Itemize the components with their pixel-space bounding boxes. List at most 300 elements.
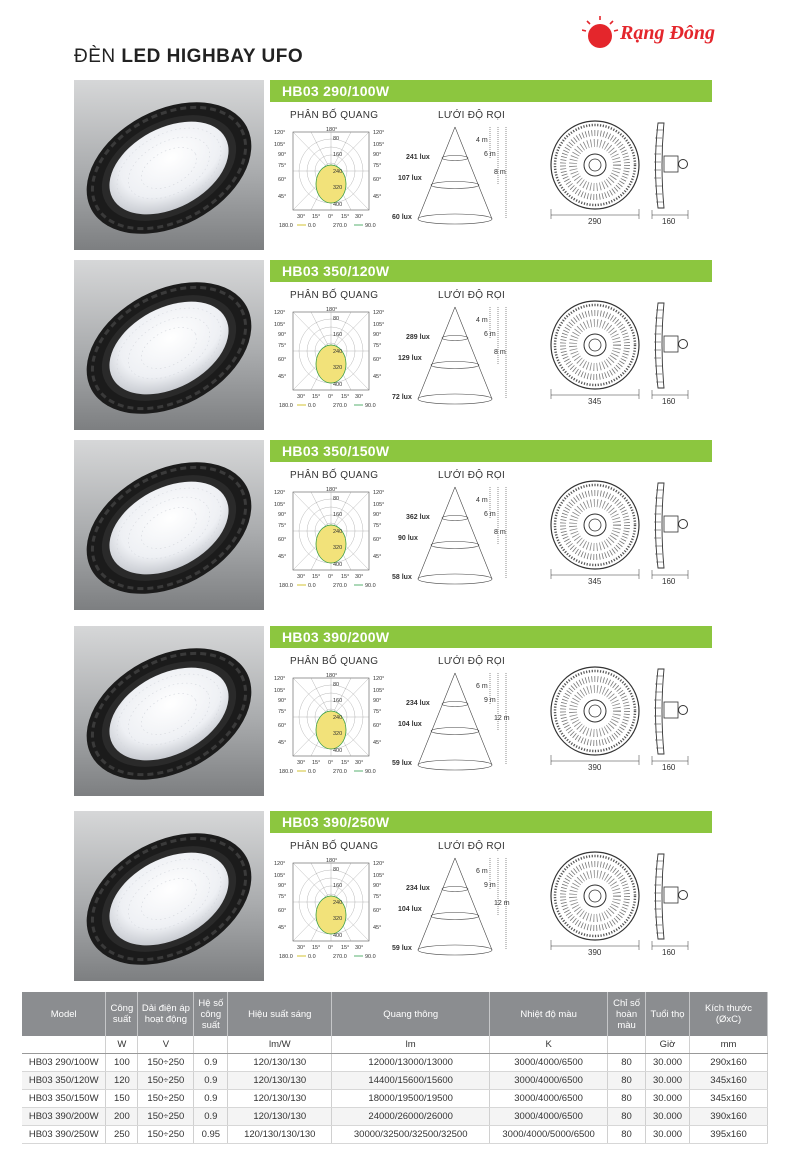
table-cell: 150÷250: [138, 1071, 194, 1089]
model-name: HB03 390/250W: [282, 814, 390, 830]
grid-label: LƯỚI ĐỘ RỌI: [438, 110, 506, 121]
polar-angle-label: 90°: [278, 512, 287, 518]
polar-legend-label: 270.0: [333, 583, 347, 589]
front-view-drawing: [545, 666, 645, 766]
polar-bottom-angle: 30°: [355, 214, 364, 220]
table-cell: 120/130/130: [228, 1053, 332, 1071]
polar-legend-label: 0.0: [308, 403, 316, 409]
table-cell: 3000/4000/6500: [490, 1089, 608, 1107]
unit-cell: Giờ: [646, 1036, 690, 1053]
polar-bottom-angle: 15°: [341, 214, 350, 220]
lux-value: 72 lux: [392, 394, 412, 401]
polar-angle-label: 120°: [274, 130, 286, 136]
table-cell: HB03 290/100W: [22, 1053, 106, 1071]
product-section: [0, 260, 800, 440]
th-efficacy: Hiệu suất sáng: [228, 992, 332, 1036]
table-cell: 3000/4000/5000/6500: [490, 1125, 608, 1143]
polar-angle-label: 120°: [274, 861, 286, 867]
polar-legend-label: 90.0: [365, 583, 376, 589]
polar-angle-label: 75°: [373, 709, 382, 715]
polar-bottom-angle: 15°: [312, 214, 321, 220]
lux-value: 59 lux: [392, 945, 412, 952]
polar-ring-label: 320: [333, 365, 343, 371]
th-model: Model: [22, 992, 106, 1036]
table-cell: 80: [608, 1125, 646, 1143]
polar-ring-label: 400: [333, 748, 343, 754]
polar-angle-label: 45°: [278, 194, 287, 200]
height-dim: 160: [662, 948, 676, 957]
table-cell: 14400/15600/15600: [332, 1071, 490, 1089]
polar-angle-label: 45°: [278, 740, 287, 746]
th-cct: Nhiệt độ màu: [490, 992, 608, 1036]
polar-angle-label: 120°: [373, 861, 385, 867]
polar-angle-label: 60°: [278, 357, 287, 363]
polar-angle-label: 90°: [373, 332, 382, 338]
table-cell: 0.9: [194, 1071, 228, 1089]
polar-angle-top: 180°: [326, 673, 338, 679]
model-name: HB03 390/200W: [282, 629, 390, 645]
polar-angle-label: 120°: [373, 130, 385, 136]
polar-legend-label: 0.0: [308, 954, 316, 960]
polar-angle-label: 105°: [373, 322, 385, 328]
diameter-dim: 390: [588, 763, 602, 772]
th-power-factor: Hệ số công suất: [194, 992, 228, 1036]
polar-bottom-angle: 0°: [328, 394, 334, 400]
height-label: 9 m: [484, 882, 496, 889]
side-view-drawing: [650, 480, 690, 580]
polar-angle-top: 180°: [326, 487, 338, 493]
polar-angle-label: 60°: [373, 908, 382, 914]
polar-angle-label: 90°: [278, 332, 287, 338]
lux-value: 234 lux: [406, 700, 430, 707]
table-cell: 18000/19500/19500: [332, 1089, 490, 1107]
polar-angle-label: 120°: [274, 490, 286, 496]
unit-cell: V: [138, 1036, 194, 1053]
polar-bottom-angle: 30°: [297, 394, 306, 400]
model-bar: [270, 80, 712, 102]
unit-cell: lm: [332, 1036, 490, 1053]
table-cell: 395x160: [690, 1125, 768, 1143]
polar-bottom-angle: 0°: [328, 574, 334, 580]
spec-table: [22, 992, 768, 1144]
side-view-drawing: [650, 666, 690, 766]
distribution-label: PHÂN BỐ QUANG: [290, 841, 379, 852]
polar-angle-label: 120°: [274, 676, 286, 682]
table-row: [22, 1089, 768, 1107]
table-cell: 0.9: [194, 1053, 228, 1071]
polar-angle-label: 90°: [278, 152, 287, 158]
table-cell: 100: [106, 1053, 138, 1071]
table-cell: 30.000: [646, 1125, 690, 1143]
polar-angle-label: 75°: [278, 523, 287, 529]
table-cell: 150÷250: [138, 1089, 194, 1107]
product-photo: [74, 80, 264, 250]
th-voltage: Dải điện áp hoạt động: [138, 992, 194, 1036]
polar-angle-label: 45°: [373, 925, 382, 931]
height-label: 6 m: [484, 511, 496, 518]
table-cell: 390x160: [690, 1107, 768, 1125]
model-name: HB03 350/150W: [282, 443, 390, 459]
side-view-drawing: [650, 851, 690, 951]
lux-value: 234 lux: [406, 885, 430, 892]
polar-angle-label: 60°: [373, 177, 382, 183]
polar-ring-label: 80: [333, 136, 340, 142]
brand-name: Rạng Đông: [620, 22, 716, 44]
lux-value: 104 lux: [398, 906, 422, 913]
polar-legend-label: 180.0: [279, 223, 293, 229]
polar-angle-label: 60°: [373, 537, 382, 543]
table-row: [22, 1053, 768, 1071]
polar-angle-label: 60°: [278, 537, 287, 543]
lux-value: 107 lux: [398, 175, 422, 182]
height-label: 8 m: [494, 529, 506, 536]
polar-angle-label: 105°: [274, 322, 286, 328]
unit-cell: [608, 1036, 646, 1053]
polar-bottom-angle: 30°: [297, 574, 306, 580]
polar-legend-label: 90.0: [365, 403, 376, 409]
polar-ring-label: 400: [333, 202, 343, 208]
polar-legend-label: 90.0: [365, 223, 376, 229]
table-cell: 30.000: [646, 1071, 690, 1089]
polar-angle-label: 120°: [373, 310, 385, 316]
polar-legend-label: 90.0: [365, 954, 376, 960]
polar-bottom-angle: 30°: [297, 214, 306, 220]
polar-legend-label: 0.0: [308, 583, 316, 589]
polar-legend-label: 270.0: [333, 223, 347, 229]
polar-ring-label: 320: [333, 731, 343, 737]
unit-cell: [22, 1036, 106, 1053]
polar-ring-label: 80: [333, 496, 340, 502]
polar-bottom-angle: 0°: [328, 214, 334, 220]
polar-ring-label: 240: [333, 715, 343, 721]
table-cell: 0.95: [194, 1125, 228, 1143]
polar-angle-label: 105°: [373, 688, 385, 694]
polar-bottom-angle: 30°: [355, 394, 364, 400]
table-cell: 3000/4000/6500: [490, 1053, 608, 1071]
polar-ring-label: 80: [333, 867, 340, 873]
table-cell: 0.9: [194, 1107, 228, 1125]
unit-cell: [194, 1036, 228, 1053]
polar-angle-label: 45°: [373, 194, 382, 200]
polar-legend-label: 180.0: [279, 403, 293, 409]
lux-value: 241 lux: [406, 154, 430, 161]
model-bar: [270, 260, 712, 282]
table-cell: 250: [106, 1125, 138, 1143]
polar-angle-label: 75°: [278, 894, 287, 900]
height-label: 8 m: [494, 169, 506, 176]
unit-cell: mm: [690, 1036, 768, 1053]
table-cell: HB03 390/250W: [22, 1125, 106, 1143]
polar-distribution-diagram: [273, 486, 391, 590]
polar-legend-label: 180.0: [279, 954, 293, 960]
polar-ring-label: 400: [333, 562, 343, 568]
polar-angle-label: 60°: [373, 723, 382, 729]
polar-angle-label: 60°: [278, 177, 287, 183]
front-view-drawing: [545, 120, 645, 220]
height-label: 6 m: [476, 683, 488, 690]
polar-angle-label: 75°: [373, 894, 382, 900]
front-view-drawing: [545, 300, 645, 400]
polar-angle-label: 105°: [373, 142, 385, 148]
table-cell: 120: [106, 1071, 138, 1089]
th-cri: Chỉ số hoàn màu: [608, 992, 646, 1036]
table-cell: 120/130/130: [228, 1089, 332, 1107]
polar-bottom-angle: 30°: [355, 760, 364, 766]
table-cell: 0.9: [194, 1089, 228, 1107]
th-lifetime: Tuổi thọ: [646, 992, 690, 1036]
height-dim: 160: [662, 217, 676, 226]
polar-legend-label: 270.0: [333, 954, 347, 960]
table-cell: 30.000: [646, 1107, 690, 1125]
polar-ring-label: 160: [333, 512, 343, 518]
polar-bottom-angle: 0°: [328, 760, 334, 766]
polar-ring-label: 160: [333, 152, 343, 158]
polar-legend-label: 180.0: [279, 583, 293, 589]
polar-ring-label: 80: [333, 682, 340, 688]
polar-angle-label: 105°: [274, 688, 286, 694]
table-cell: HB03 390/200W: [22, 1107, 106, 1125]
th-dimensions: Kích thước (ØxC): [690, 992, 768, 1036]
polar-angle-label: 105°: [274, 873, 286, 879]
spec-table-header: [22, 992, 768, 1036]
model-bar: [270, 811, 712, 833]
polar-angle-label: 90°: [373, 883, 382, 889]
table-cell: 120/130/130/130: [228, 1125, 332, 1143]
table-row: [22, 1125, 768, 1143]
height-dim: 160: [662, 577, 676, 586]
polar-bottom-angle: 30°: [355, 574, 364, 580]
polar-angle-label: 105°: [373, 502, 385, 508]
front-view-drawing: [545, 480, 645, 580]
polar-angle-label: 45°: [278, 925, 287, 931]
table-cell: 30.000: [646, 1053, 690, 1071]
polar-ring-label: 240: [333, 900, 343, 906]
table-cell: 150÷250: [138, 1107, 194, 1125]
table-cell: 3000/4000/6500: [490, 1071, 608, 1089]
table-cell: HB03 350/120W: [22, 1071, 106, 1089]
product-section: [0, 80, 800, 260]
polar-ring-label: 160: [333, 883, 343, 889]
table-cell: 12000/13000/13000: [332, 1053, 490, 1071]
table-cell: 80: [608, 1053, 646, 1071]
polar-distribution-diagram: [273, 857, 391, 961]
lux-value: 59 lux: [392, 760, 412, 767]
distribution-label: PHÂN BỐ QUANG: [290, 110, 379, 121]
polar-angle-label: 45°: [373, 554, 382, 560]
polar-angle-label: 120°: [373, 676, 385, 682]
grid-label: LƯỚI ĐỘ RỌI: [438, 841, 506, 852]
lux-value: 289 lux: [406, 334, 430, 341]
polar-angle-label: 75°: [278, 343, 287, 349]
polar-legend-label: 270.0: [333, 403, 347, 409]
height-label: 6 m: [484, 151, 496, 158]
grid-label: LƯỚI ĐỘ RỌI: [438, 656, 506, 667]
table-cell: 80: [608, 1071, 646, 1089]
diameter-dim: 290: [588, 217, 602, 226]
lux-value: 60 lux: [392, 214, 412, 221]
lux-value: 58 lux: [392, 574, 412, 581]
polar-bottom-angle: 15°: [341, 945, 350, 951]
polar-distribution-diagram: [273, 306, 391, 410]
diameter-dim: 390: [588, 948, 602, 957]
polar-angle-label: 120°: [274, 310, 286, 316]
lux-value: 129 lux: [398, 355, 422, 362]
unit-cell: lm/W: [228, 1036, 332, 1053]
polar-angle-label: 45°: [278, 374, 287, 380]
table-cell: 3000/4000/6500: [490, 1107, 608, 1125]
height-dim: 160: [662, 397, 676, 406]
polar-ring-label: 400: [333, 382, 343, 388]
lux-value: 104 lux: [398, 721, 422, 728]
polar-bottom-angle: 15°: [341, 394, 350, 400]
table-cell: 345x160: [690, 1071, 768, 1089]
product-photo: [74, 811, 264, 981]
model-bar: [270, 440, 712, 462]
grid-label: LƯỚI ĐỘ RỌI: [438, 290, 506, 301]
polar-angle-label: 45°: [278, 554, 287, 560]
polar-angle-label: 75°: [373, 163, 382, 169]
polar-angle-label: 75°: [278, 709, 287, 715]
polar-angle-top: 180°: [326, 127, 338, 133]
spec-table-units-row: [22, 1036, 768, 1053]
table-row: [22, 1107, 768, 1125]
polar-angle-label: 75°: [373, 343, 382, 349]
model-name: HB03 290/100W: [282, 83, 390, 99]
distribution-label: PHÂN BỐ QUANG: [290, 470, 379, 481]
polar-angle-top: 180°: [326, 307, 338, 313]
polar-ring-label: 400: [333, 933, 343, 939]
unit-cell: K: [490, 1036, 608, 1053]
polar-ring-label: 240: [333, 529, 343, 535]
height-label: 4 m: [476, 317, 488, 324]
table-cell: 30000/32500/32500/32500: [332, 1125, 490, 1143]
model-bar: [270, 626, 712, 648]
polar-bottom-angle: 0°: [328, 945, 334, 951]
polar-ring-label: 160: [333, 332, 343, 338]
height-label: 9 m: [484, 697, 496, 704]
height-label: 12 m: [494, 900, 510, 907]
polar-ring-label: 240: [333, 169, 343, 175]
lux-value: 362 lux: [406, 514, 430, 521]
polar-angle-label: 75°: [373, 523, 382, 529]
front-view-drawing: [545, 851, 645, 951]
polar-ring-label: 160: [333, 698, 343, 704]
lux-value: 90 lux: [398, 535, 418, 542]
polar-bottom-angle: 30°: [297, 760, 306, 766]
diameter-dim: 345: [588, 397, 602, 406]
polar-ring-label: 320: [333, 916, 343, 922]
side-view-drawing: [650, 300, 690, 400]
polar-distribution-diagram: [273, 126, 391, 230]
unit-cell: W: [106, 1036, 138, 1053]
th-power: Công suất: [106, 992, 138, 1036]
polar-angle-label: 90°: [373, 512, 382, 518]
product-photo: [74, 626, 264, 796]
height-label: 6 m: [484, 331, 496, 338]
height-dim: 160: [662, 763, 676, 772]
polar-ring-label: 80: [333, 316, 340, 322]
polar-angle-label: 90°: [373, 698, 382, 704]
side-view-drawing: [650, 120, 690, 220]
polar-legend-label: 90.0: [365, 769, 376, 775]
polar-angle-label: 60°: [373, 357, 382, 363]
table-cell: 80: [608, 1089, 646, 1107]
polar-angle-top: 180°: [326, 858, 338, 864]
polar-angle-label: 105°: [373, 873, 385, 879]
model-name: HB03 350/120W: [282, 263, 390, 279]
polar-angle-label: 90°: [278, 883, 287, 889]
polar-bottom-angle: 15°: [312, 574, 321, 580]
table-cell: 150: [106, 1089, 138, 1107]
table-row: [22, 1071, 768, 1089]
polar-legend-label: 0.0: [308, 223, 316, 229]
polar-bottom-angle: 15°: [312, 394, 321, 400]
polar-bottom-angle: 15°: [312, 945, 321, 951]
product-section: [0, 440, 800, 620]
polar-angle-label: 120°: [373, 490, 385, 496]
polar-angle-label: 45°: [373, 374, 382, 380]
polar-angle-label: 90°: [278, 698, 287, 704]
polar-bottom-angle: 30°: [355, 945, 364, 951]
product-section: [0, 626, 800, 806]
table-cell: 345x160: [690, 1089, 768, 1107]
polar-ring-label: 320: [333, 185, 343, 191]
diameter-dim: 345: [588, 577, 602, 586]
polar-ring-label: 320: [333, 545, 343, 551]
polar-ring-label: 240: [333, 349, 343, 355]
polar-bottom-angle: 15°: [341, 574, 350, 580]
polar-legend-label: 0.0: [308, 769, 316, 775]
polar-bottom-angle: 15°: [312, 760, 321, 766]
table-cell: 80: [608, 1107, 646, 1125]
polar-legend-label: 270.0: [333, 769, 347, 775]
polar-bottom-angle: 15°: [341, 760, 350, 766]
product-photo: [74, 440, 264, 610]
height-label: 8 m: [494, 349, 506, 356]
height-label: 6 m: [476, 868, 488, 875]
table-cell: 200: [106, 1107, 138, 1125]
polar-angle-label: 60°: [278, 723, 287, 729]
polar-bottom-angle: 30°: [297, 945, 306, 951]
height-label: 4 m: [476, 497, 488, 504]
polar-legend-label: 180.0: [279, 769, 293, 775]
grid-label: LƯỚI ĐỘ RỌI: [438, 470, 506, 481]
height-label: 12 m: [494, 715, 510, 722]
table-cell: 150÷250: [138, 1125, 194, 1143]
product-section: [0, 811, 800, 991]
product-photo: [74, 260, 264, 430]
polar-angle-label: 105°: [274, 502, 286, 508]
page-title: ĐÈN LED HIGHBAY UFO: [74, 46, 304, 67]
polar-angle-label: 105°: [274, 142, 286, 148]
table-cell: 290x160: [690, 1053, 768, 1071]
polar-distribution-diagram: [273, 672, 391, 776]
height-label: 4 m: [476, 137, 488, 144]
table-cell: 24000/26000/26000: [332, 1107, 490, 1125]
polar-angle-label: 75°: [278, 163, 287, 169]
table-cell: 120/130/130: [228, 1107, 332, 1125]
polar-angle-label: 90°: [373, 152, 382, 158]
table-cell: 30.000: [646, 1089, 690, 1107]
polar-angle-label: 60°: [278, 908, 287, 914]
table-cell: 150÷250: [138, 1053, 194, 1071]
table-cell: HB03 350/150W: [22, 1089, 106, 1107]
table-cell: 120/130/130: [228, 1071, 332, 1089]
distribution-label: PHÂN BỐ QUANG: [290, 290, 379, 301]
polar-angle-label: 45°: [373, 740, 382, 746]
th-luminous-flux: Quang thông: [332, 992, 490, 1036]
distribution-label: PHÂN BỐ QUANG: [290, 656, 379, 667]
